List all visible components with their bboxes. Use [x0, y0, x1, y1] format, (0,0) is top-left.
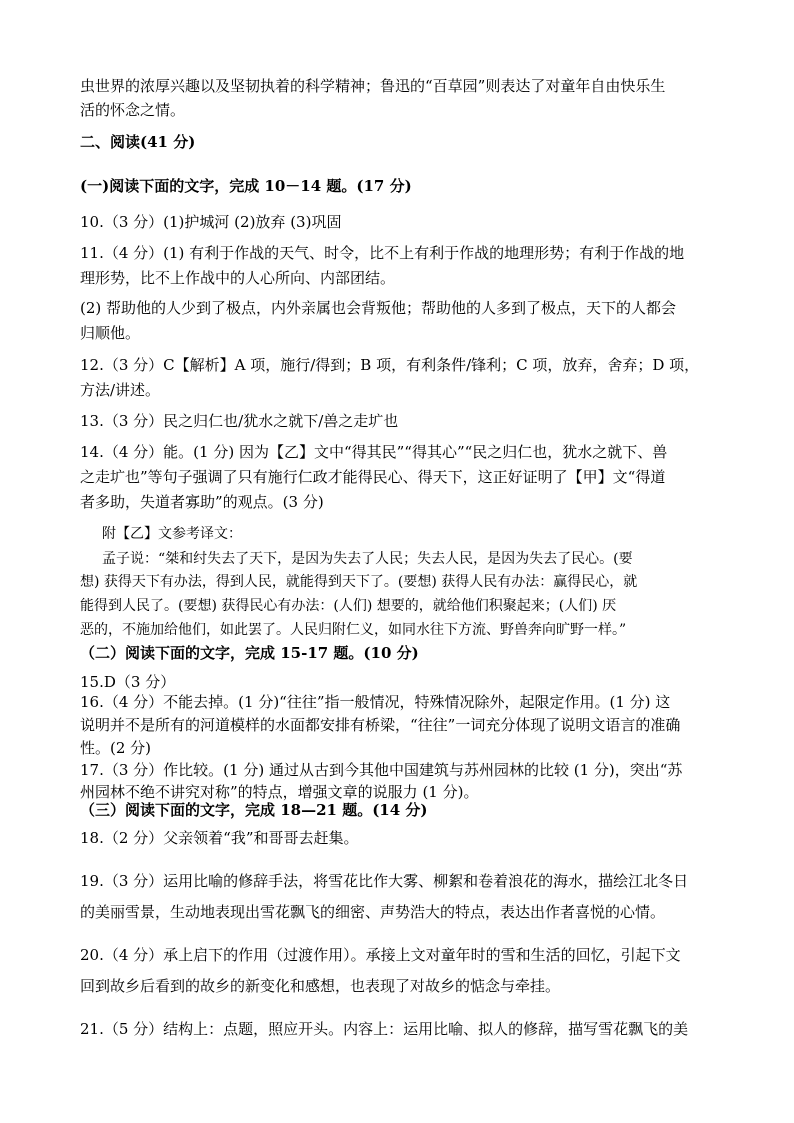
text-line: 的美丽雪景，生动地表现出雪花飘飞的细密、声势浩大的特点，表达出作者喜悦的心情。 — [80, 903, 666, 921]
answer-14: 14.（4 分）能。(1 分) 因为【乙】文中“得其民”“得其心”“民之归仁也，犹水之就下、兽 — [80, 443, 668, 461]
answer-16: 16.（4 分）不能去掉。(1 分)“往往”指一般情况，特殊情况除外，起限定作用。(1 分) 这 — [80, 693, 671, 711]
answer-10: 10.（3 分）(1)护城河 (2)放弃 (3)巩固 — [80, 213, 342, 231]
text-line: 说明并不是所有的河道模样的水面都安排有桥梁，“往往”一词充分体现了说明文语言的准确 — [80, 716, 681, 734]
answer-15: 15.D（3 分） — [80, 673, 176, 691]
text-line: 归顺他。 — [80, 324, 141, 342]
answer-19: 19.（3 分）运用比喻的修辞手法，将雪花比作大雾、柳絮和卷着浪花的海水，描绘江北冬日 — [80, 872, 689, 890]
answer-17: 17.（3 分）作比较。(1 分) 通过从古到今其他中国建筑与苏州园林的比较 (1 分)，突出“苏 — [80, 761, 683, 779]
text-line: 性。(2 分) — [80, 739, 152, 757]
text-line: 回到故乡后看到的故乡的新变化和感想，也表现了对故乡的惦念与牵挂。 — [80, 977, 561, 995]
translation-line: 能得到人民了。(要想) 获得民心有办法：(人们) 想要的，就给他们积聚起来；(人们) 厌 — [80, 598, 617, 614]
text-line: 州园林不绝不讲究对称”的特点，增强文章的说服力 (1 分)。 — [80, 783, 479, 801]
subsection-heading: （三）阅读下面的文字，完成 18—21 题。(14 分) — [80, 801, 428, 819]
translation-line: 孟子说：“桀和纣失去了天下，是因为失去了人民；失去人民，是因为失去了民心。(要 — [102, 551, 633, 567]
answer-18: 18.（2 分）父亲领着“我”和哥哥去赶集。 — [80, 829, 359, 847]
translation-line: 恶的，不施加给他们，如此罢了。人民归附仁义，如同水往下方流、野兽奔向旷野一样。” — [80, 622, 627, 638]
section-heading: 二、阅读(41 分) — [80, 133, 196, 151]
answer-11: 11.（4 分）(1) 有利于作战的天气、时令，比不上有利于作战的地理形势；有利于作战的地 — [80, 244, 685, 262]
text-line: 方法/讲述。 — [80, 381, 161, 399]
answer-12: 12.（3 分）C【解析】A 项，施行/得到；B 项，有利条件/锋利；C 项，放弃，舍弃；D 项， — [80, 356, 700, 374]
text-line: 者多助，失道者寡助”的观点。(3 分) — [80, 493, 324, 511]
text-line: 之走圹也”等句子强调了只有施行仁政才能得民心、得天下，这正好证明了【甲】文“得道 — [80, 468, 666, 486]
answer-13: 13.（3 分）民之归仁也/犹水之就下/兽之走圹也 — [80, 412, 399, 430]
text-line: 虫世界的浓厚兴趣以及坚韧执着的科学精神；鲁迅的“百草园”则表达了对童年自由快乐生 — [80, 77, 666, 95]
text-line: 活的怀念之情。 — [80, 101, 186, 119]
answer-21: 21.（5 分）结构上：点题，照应开头。内容上：运用比喻、拟人的修辞，描写雪花飘飞的美 — [80, 1020, 689, 1038]
subsection-heading: （二）阅读下面的文字，完成 15-17 题。(10 分) — [80, 644, 419, 662]
text-line: 理形势，比不上作战中的人心所向、内部团结。 — [80, 269, 396, 287]
translation-title: 附【乙】文参考译文： — [102, 526, 242, 542]
translation-line: 想) 获得天下有办法，得到人民，就能得到天下了。(要想) 获得人民有办法：赢得民心，就 — [80, 574, 638, 590]
text-line: (2) 帮助他的人少到了极点，内外亲属也会背叛他；帮助他的人多到了极点，天下的人都会 — [80, 299, 677, 317]
subsection-heading: (一)阅读下面的文字，完成 10－14 题。(17 分) — [80, 177, 412, 195]
answer-20: 20.（4 分）承上启下的作用（过渡作用）。承接上文对童年时的雪和生活的回忆，引起下文 — [80, 946, 681, 964]
